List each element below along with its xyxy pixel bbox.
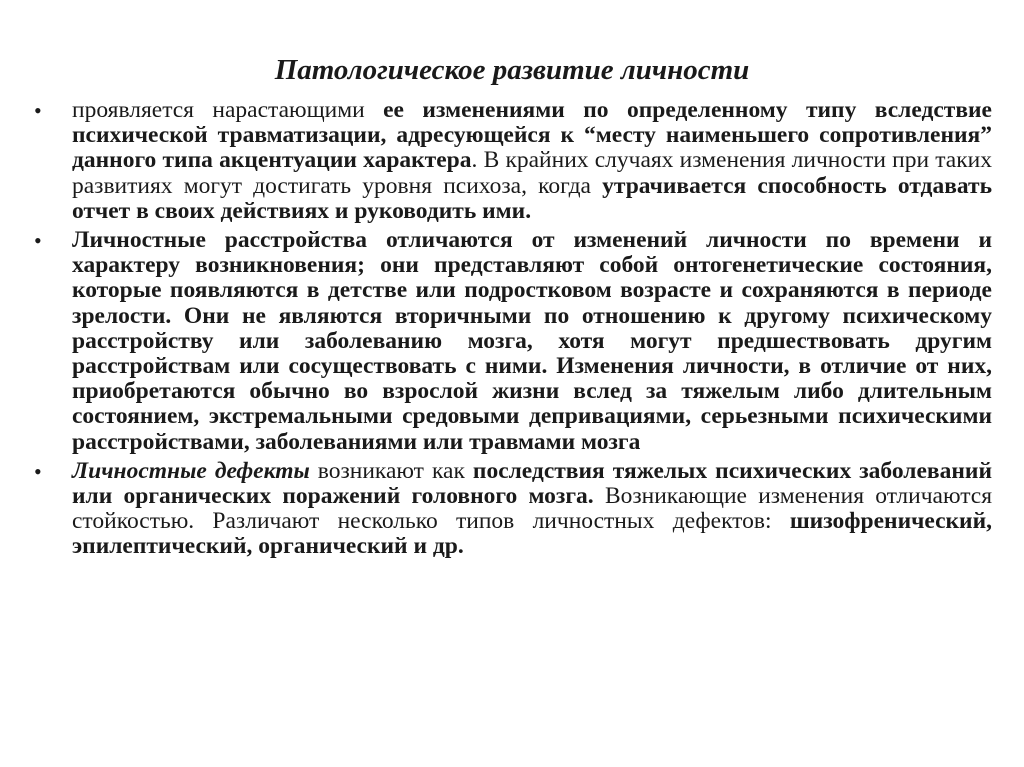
text-segment-bold: утрачивается способность отдавать отчет в своих действиях и руководить ими. xyxy=(72,172,992,224)
bullet-dot-icon: • xyxy=(34,228,42,254)
text-segment-bold: Личностные расстройства отличаются от изменений личности по времени и характеру возникновения; они представляют собой онтогенетические состояния, которые появляются в детстве или подростковом возрасте и сохраняются в периоде зрелости. Они не являются вторичными по отношению к другому психическому расстройству или заболеванию мозга, хотя могут предшествовать другим расстройствам или сосуществовать с ними. Изменения личности, в отличие от них, приобретаются обычно во взрослой жизни вслед за тяжелым либо длительным состоянием, экстремальными средовыми депривациями, серьезными психическими расстройствами, заболеваниями или травмами мозга xyxy=(72,227,992,455)
bullet-item xyxy=(34,459,992,560)
bullet-list xyxy=(34,98,992,564)
bullet-dot-icon: • xyxy=(34,458,42,484)
bullet-item xyxy=(34,228,992,455)
bullet-dot-icon: • xyxy=(34,98,42,123)
text-segment-bold: последствия тяжелых психических заболеваний или органических поражений головного мозга. xyxy=(72,457,992,510)
text-segment-bold: ее изменениями по определенному типу вследствие психической травматизации, адресующейся к “месту наименьшего сопротивления” данного типа акцентуации характера xyxy=(72,97,992,174)
text-segment-bold-italic: Личностные дефекты xyxy=(72,457,310,484)
text-segment: возникают как xyxy=(309,457,473,484)
text-segment-bold: шизофренический, эпилептический, органический и др. xyxy=(72,508,992,560)
bullet-item xyxy=(34,98,992,224)
text-segment: проявляется нарастающими xyxy=(72,97,384,123)
text-segment: . В крайних случаях изменения личности при таких развитиях могут достигать уровня психоза, когда xyxy=(72,147,992,199)
slide-title: Патологическое развитие личности xyxy=(274,54,750,86)
text-segment: Возникающие изменения отличаются стойкостью. Различают несколько типов личностных дефектов: xyxy=(72,483,993,535)
